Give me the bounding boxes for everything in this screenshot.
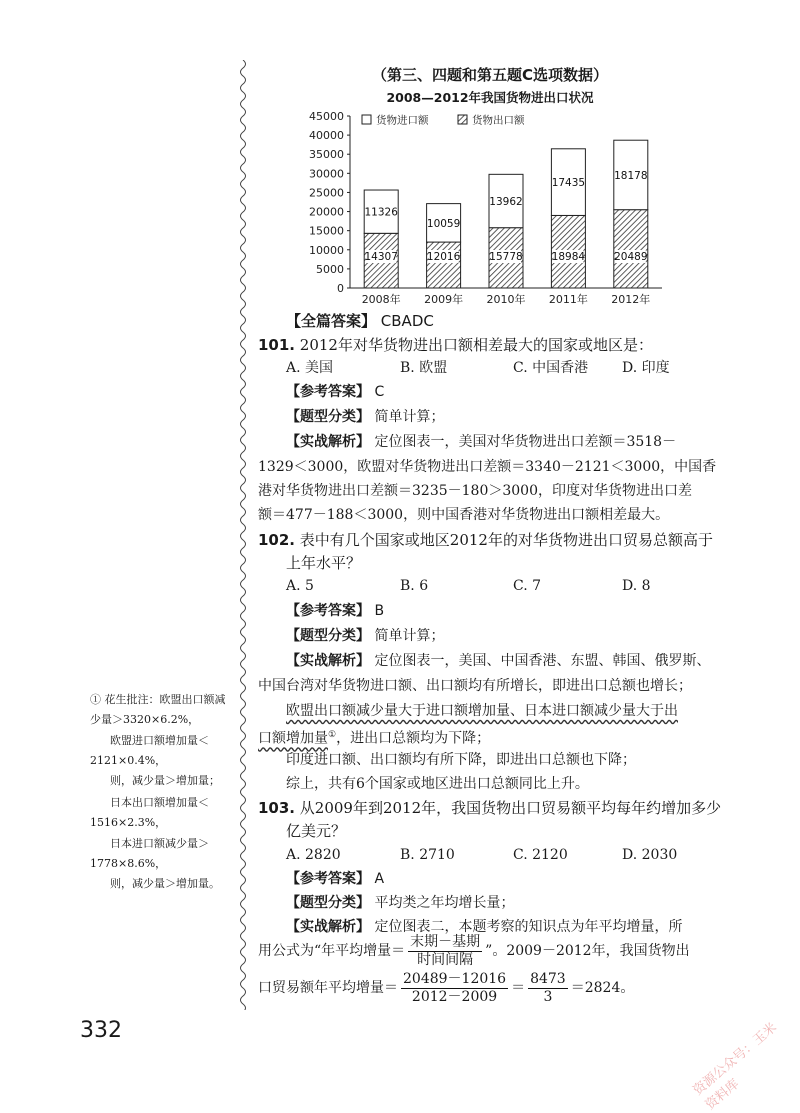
q102-option-c: C. 7 <box>513 578 542 594</box>
q102-analysis-1: 定位图表一，美国、中国香港、东盟、韩国、俄罗斯、 <box>374 653 711 669</box>
q102-answer-tag: 【参考答案】 <box>286 603 370 619</box>
x-category-label: 2008年 <box>361 293 401 306</box>
sidebar-line-5: 则，减少量＞增加量； <box>110 774 220 787</box>
y-tick-label: 20000 <box>309 205 344 219</box>
formula-denominator: 时间间隔 <box>417 951 474 968</box>
calc-numerator-1: 20489－12016 <box>403 970 507 987</box>
legend-import-label: 货物进口额 <box>376 114 429 127</box>
q103-calc-line <box>258 970 634 1006</box>
watermark-text: 资源公众号：玉米资料库 <box>690 1020 780 1113</box>
footnote-marker: ① <box>328 730 337 740</box>
sidebar-line-6: 日本出口额增加量＜ <box>110 796 209 809</box>
import-value-label: 13962 <box>489 196 523 209</box>
sidebar-line-9: 1778×8.6%， <box>90 857 167 870</box>
formula-numerator: 末期－基期 <box>410 933 481 950</box>
q101-type: 简单计算； <box>374 409 445 425</box>
answer-all-tag: 【全篇答案】 <box>286 312 377 330</box>
y-tick-label: 25000 <box>309 186 344 200</box>
q102-analysis-2: 中国台湾对华货物进口额、出口额均有所增长，即进出口总额也增长； <box>258 678 692 694</box>
q103-calc-post: ＝2824。 <box>570 980 635 996</box>
q103-option-b: B. 2710 <box>400 847 455 863</box>
sidebar-line-7: 1516×2.3%， <box>90 816 167 829</box>
sidebar-line-10: 则，减少量＞增加量。 <box>110 877 220 890</box>
q103-stem-1: 从2009年到2012年，我国货物出口贸易额平均每年约增加多少 <box>299 799 722 817</box>
x-category-label: 2010年 <box>486 293 526 306</box>
q103-calc-fraction-2 <box>528 971 568 1006</box>
bar-export <box>427 242 461 288</box>
calc-equals: ＝ <box>511 980 526 996</box>
q103-formula-line <box>258 933 690 969</box>
q103-number: 103. <box>258 799 296 817</box>
q101-stem-line <box>258 335 653 355</box>
q102-option-b: B. 6 <box>400 578 429 594</box>
q102-number: 102. <box>258 531 296 549</box>
q102-stem-1: 表中有几个国家或地区2012年的对华货物进出口贸易总额高于 <box>299 531 713 549</box>
q101-answer: C <box>374 384 385 400</box>
q101-type-tag: 【题型分类】 <box>286 409 370 425</box>
sidebar-line-2: 少量＞3320×6.2%， <box>90 713 200 726</box>
q101-number: 101. <box>258 336 296 354</box>
legend-export-label: 货物出口额 <box>472 114 525 127</box>
answer-all: CBADC <box>380 312 434 330</box>
q103-formula-post: ”。2009－2012年，我国货物出 <box>485 943 690 959</box>
q103-type-tag: 【题型分类】 <box>286 895 370 911</box>
y-tick-label: 5000 <box>316 262 344 276</box>
q101-option-d: D. 印度 <box>622 360 670 376</box>
sidebar-line-3: 欧盟进口额增加量＜ <box>110 734 209 747</box>
import-value-label: 11326 <box>364 206 398 219</box>
calc-numerator-2: 8473 <box>530 970 566 987</box>
binding-line <box>236 60 250 1010</box>
y-tick-label: 30000 <box>309 167 344 181</box>
q103-calc-fraction-1 <box>401 971 508 1006</box>
q101-analysis-2: 1329＜3000，欧盟对华货物进出口差额＝3340－2121＜3000，中国香 <box>258 459 717 475</box>
x-category-label: 2011年 <box>548 293 588 306</box>
import-value-label: 10059 <box>426 217 461 230</box>
q101-analysis-3: 港对华货物进出口差额＝3235－180＞3000，印度对华货物进出口差 <box>258 483 692 499</box>
chart-title: 2008—2012年我国货物进出口状况 <box>386 90 594 105</box>
import-value-label: 18178 <box>614 169 648 182</box>
q102-analysis-3: 欧盟出口额减少量大于进口额增加量、日本进口额减少量大于出 <box>286 703 678 719</box>
q101-analysis-4: 额＝477－188＜3000，则中国香港对华货物进出口额相差最大。 <box>258 507 670 523</box>
q103-analysis-1: 定位图表二，本题考察的知识点为年平均增量，所 <box>374 919 683 935</box>
q102-analysis-4a: 口额增加量 <box>258 730 328 747</box>
page-number: 332 <box>80 1018 122 1043</box>
q102-analysis-5: 印度进口额、出口额均有所下降，即进出口总额也下降； <box>286 752 636 768</box>
q102-answer: B <box>374 603 385 619</box>
q103-option-a: A. 2820 <box>286 847 341 863</box>
y-tick-label: 40000 <box>309 129 344 143</box>
export-value-label: 15778 <box>489 251 523 263</box>
q101-stem: 2012年对华货物进出口额相差最大的国家或地区是： <box>299 336 653 354</box>
sidebar-line-8: 日本进口额减少量＞ <box>110 837 209 850</box>
y-tick-label: 35000 <box>309 148 344 162</box>
y-tick-label: 15000 <box>309 224 344 238</box>
y-tick-label: 45000 <box>309 110 344 123</box>
q101-option-a: A. 美国 <box>286 360 334 376</box>
calc-denominator-1: 2012－2009 <box>411 988 498 1005</box>
q102-option-d: D. 8 <box>622 578 651 594</box>
x-category-label: 2009年 <box>424 293 464 306</box>
q103-formula-pre: 用公式为“年平均增量＝ <box>258 943 406 959</box>
q102-option-a: A. 5 <box>286 578 314 594</box>
q103-formula-fraction <box>408 934 482 969</box>
q102-type-tag: 【题型分类】 <box>286 628 370 644</box>
q102-analysis-4b: ，进出口总额均为下降； <box>336 730 491 747</box>
q101-answer-tag: 【参考答案】 <box>286 384 370 400</box>
q103-answer-tag: 【参考答案】 <box>286 871 370 887</box>
chart-subtitle: （第三、四题和第五题C选项数据） <box>371 66 608 84</box>
sidebar-line-1: ① 花生批注：欧盟出口额减 <box>90 693 226 706</box>
export-value-label: 18984 <box>551 251 586 263</box>
q102-analysis-6: 综上，共有6个国家或地区进出口总额同比上升。 <box>286 776 589 792</box>
q103-option-d: D. 2030 <box>622 847 678 863</box>
q101-analysis-tag: 【实战解析】 <box>286 434 370 450</box>
bar-export <box>614 210 648 288</box>
q101-option-c: C. 中国香港 <box>513 360 589 376</box>
legend-import-swatch <box>362 115 371 124</box>
q102-type: 简单计算； <box>374 628 445 644</box>
q103-type: 平均类之年均增长量； <box>374 895 515 911</box>
q102-stem-2: 上年水平？ <box>286 554 362 572</box>
export-value-label: 20489 <box>614 251 648 263</box>
q102-analysis-tag: 【实战解析】 <box>286 653 370 669</box>
q103-option-c: C. 2120 <box>513 847 568 863</box>
sidebar-line-4: 2121×0.4%， <box>90 754 167 767</box>
q103-stem-2: 亿美元？ <box>286 822 347 840</box>
legend-export-swatch <box>458 115 467 124</box>
q101-analysis-1: 定位图表一，美国对华货物进出口差额＝3518－ <box>374 434 677 450</box>
q103-analysis-tag: 【实战解析】 <box>286 919 370 935</box>
y-tick-label: 10000 <box>309 243 344 257</box>
y-tick-label: 0 <box>337 282 344 295</box>
export-value-label: 12016 <box>426 251 461 263</box>
q103-answer: A <box>374 871 385 887</box>
q103-calc-pre: 口贸易额年平均增量＝ <box>258 980 398 996</box>
bar-chart <box>290 108 690 310</box>
x-category-label: 2012年 <box>611 293 651 306</box>
export-value-label: 14307 <box>364 251 398 263</box>
q101-option-b: B. 欧盟 <box>400 360 448 376</box>
calc-denominator-2: 3 <box>543 988 553 1005</box>
import-value-label: 17435 <box>551 177 586 190</box>
